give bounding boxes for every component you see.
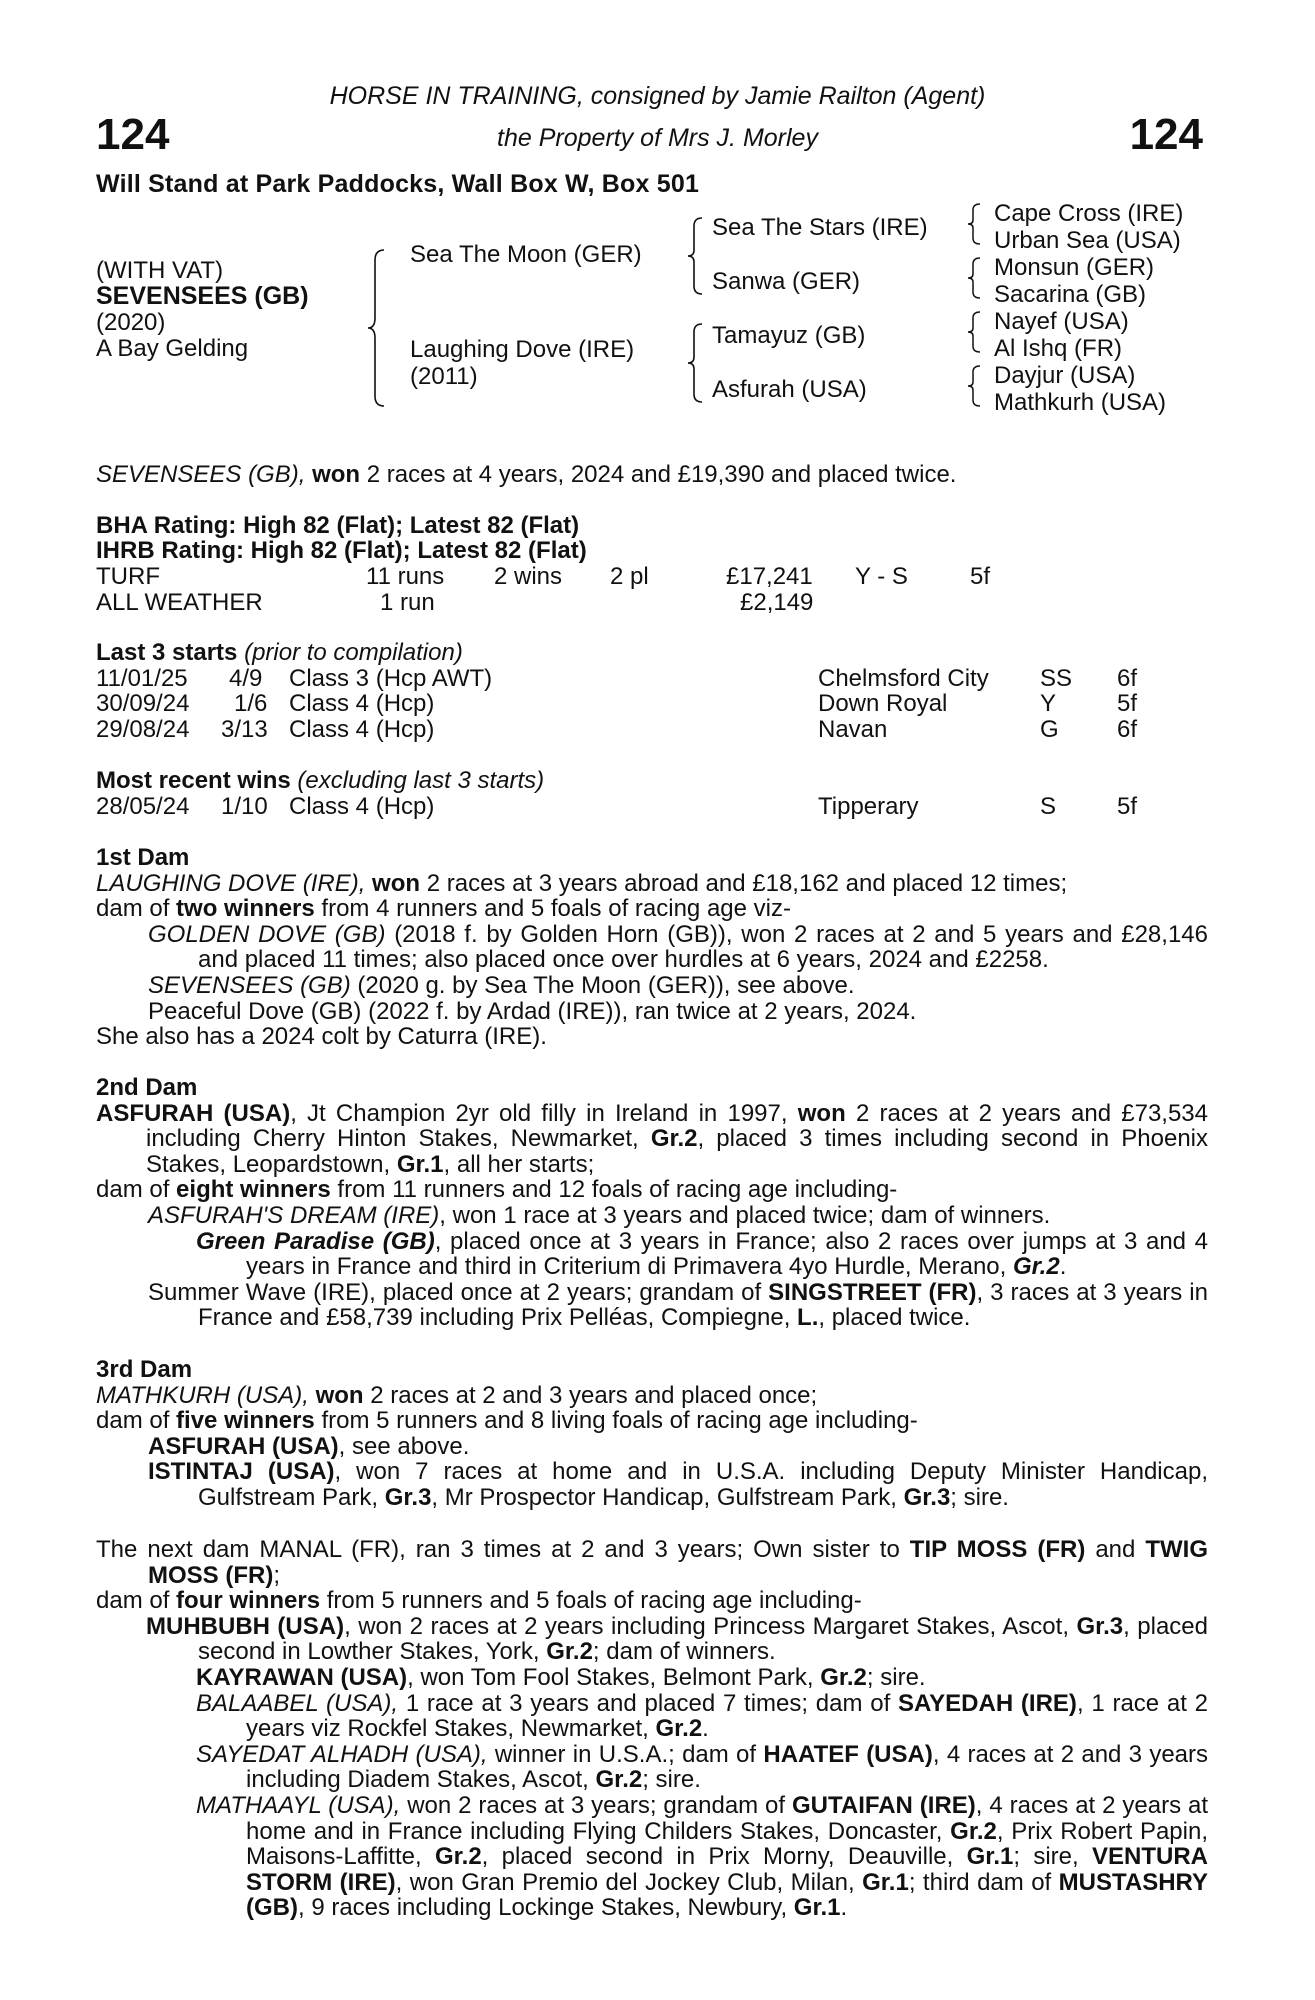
dam-year: (2011) bbox=[410, 363, 478, 390]
win-course: Tipperary bbox=[818, 793, 919, 820]
start-class: Class 4 (Hcp) bbox=[289, 690, 435, 717]
dam-sire: Tamayuz (GB) bbox=[712, 322, 866, 349]
start-position: 3/13 bbox=[221, 716, 268, 743]
second-dam-produce: dam of eight winners from 11 runners and 12 foals of racing age including- bbox=[96, 1176, 898, 1204]
stand-location: Will Stand at Park Paddocks, Wall Box W, Box 501 bbox=[96, 170, 700, 198]
start-date: 30/09/24 bbox=[96, 690, 190, 717]
first-dam-produce: dam of two winners from 4 runners and 5 foals of racing age viz- bbox=[96, 895, 791, 923]
consignor-line: HORSE IN TRAINING, consigned by Jamie Railton (Agent) bbox=[329, 82, 986, 110]
start-position: 4/9 bbox=[229, 665, 263, 692]
property-line: the Property of Mrs J. Morley bbox=[497, 124, 818, 152]
first-dam-title: 1st Dam bbox=[96, 844, 190, 871]
start-course: Down Royal bbox=[818, 690, 948, 717]
first-dam-record: LAUGHING DOVE (IRE), won 2 races at 3 years abroad and £18,162 and placed 12 times; bbox=[96, 869, 1068, 897]
sire-name: Sea The Moon (GER) bbox=[410, 241, 642, 268]
pedigree-brace-dd bbox=[966, 364, 984, 408]
dam-dam-dam: Mathkurh (USA) bbox=[994, 389, 1167, 416]
third-dam-section bbox=[96, 1357, 1208, 1511]
vat-note: (WITH VAT) bbox=[96, 257, 224, 284]
start-course: Chelmsford City bbox=[818, 665, 989, 692]
win-going: S bbox=[1040, 793, 1057, 820]
dam-dam-sire: Dayjur (USA) bbox=[994, 362, 1136, 389]
next-dam-produce: dam of four winners from 5 runners and 5 foals of racing age including- bbox=[96, 1587, 862, 1615]
pedigree-brace-sd bbox=[966, 256, 984, 300]
lot-number-right: 124 bbox=[1129, 110, 1203, 159]
start-distance: 5f bbox=[1117, 690, 1138, 717]
recent-wins-heading: Most recent wins (excluding last 3 starts) bbox=[96, 767, 545, 794]
start-position: 1/6 bbox=[234, 690, 268, 717]
record-runs: 11 runs bbox=[366, 563, 445, 590]
win-position: 1/10 bbox=[221, 793, 268, 820]
start-class: Class 3 (Hcp AWT) bbox=[289, 665, 493, 692]
produce-item: MUHBUBH (USA), won 2 races at 2 years including Princess Margaret Stakes, Ascot, Gr.3, placed second in Lowther Stakes, York, Gr.2; dam of winners. bbox=[146, 1612, 1208, 1666]
third-dam-title: 3rd Dam bbox=[96, 1356, 193, 1383]
pedigree-brace-ss bbox=[966, 202, 984, 246]
start-distance: 6f bbox=[1117, 665, 1138, 692]
sire-sire-sire: Cape Cross (IRE) bbox=[994, 200, 1184, 227]
start-date: 29/08/24 bbox=[96, 716, 190, 743]
sire-dam-dam: Sacarina (GB) bbox=[994, 281, 1147, 308]
win-distance: 5f bbox=[1117, 793, 1138, 820]
third-dam-record: MATHKURH (USA), won 2 races at 2 and 3 years and placed once; bbox=[96, 1381, 818, 1409]
produce-item: Peaceful Dove (GB) (2022 f. by Ardad (IRE)), ran twice at 2 years, 2024. bbox=[148, 997, 917, 1025]
pedigree-brace-main bbox=[366, 248, 388, 408]
produce-item: Summer Wave (IRE), placed once at 2 years; grandam of SINGSTREET (FR), 3 races at 3 years in France and £58,739 including Prix Pelléas, Compiegne, L., placed twice. bbox=[148, 1278, 1208, 1332]
next-dam-record: The next dam MANAL (FR), ran 3 times at 2 and 3 years; Own sister to TIP MOSS (FR) and TWIG MOSS (FR); bbox=[96, 1536, 1208, 1589]
dam-name: Laughing Dove (IRE) bbox=[410, 336, 635, 363]
bha-rating: BHA Rating: High 82 (Flat); Latest 82 (Flat) bbox=[96, 512, 580, 539]
win-class: Class 4 (Hcp) bbox=[289, 793, 435, 820]
record-going: Y - S bbox=[855, 563, 908, 590]
second-dam-record: ASFURAH (USA), Jt Champion 2yr old filly in Ireland in 1997, won 2 races at 2 years and £73,534 including Cherry Hinton Stakes, Newmarket, Gr.2, placed 3 times including second in Phoenix Stakes, Leopardstown, Gr.1, all her starts; bbox=[96, 1099, 1209, 1178]
horse-name: SEVENSEES (GB) bbox=[96, 282, 309, 310]
start-going: SS bbox=[1040, 665, 1073, 692]
ihrb-rating: IHRB Rating: High 82 (Flat); Latest 82 (Flat) bbox=[96, 537, 587, 564]
start-course: Navan bbox=[818, 716, 888, 743]
record-runs: 1 run bbox=[380, 589, 435, 616]
sire-sire: Sea The Stars (IRE) bbox=[712, 214, 928, 241]
record-surface: ALL WEATHER bbox=[96, 589, 263, 616]
dam-sire-sire: Nayef (USA) bbox=[994, 308, 1129, 335]
horse-description: A Bay Gelding bbox=[96, 335, 249, 362]
pedigree-brace-ds bbox=[966, 310, 984, 354]
produce-item: ASFURAH'S DREAM (IRE), won 1 race at 3 years and placed twice; dam of winners. bbox=[148, 1201, 1051, 1229]
sire-dam-sire: Monsun (GER) bbox=[994, 254, 1155, 281]
start-going: Y bbox=[1040, 690, 1057, 717]
win-date: 28/05/24 bbox=[96, 793, 190, 820]
produce-item: MATHAAYL (USA), won 2 races at 3 years; grandam of GUTAIFAN (IRE), 4 races at 2 years at home and in France including Flying Childers Stakes, Doncaster, Gr.2, Prix Robert Papin, Maisons-Laffitte, Gr.2, placed second in Prix Morny, Deauville, Gr.1; sire, VENTURA STORM (IRE), won Gran Premio del Jockey Club, Milan, Gr.1; third dam of MUSTASHRY (GB), 9 races including Lockinge Stakes, Newbury, Gr.1. bbox=[196, 1791, 1209, 1922]
produce-item: Green Paradise (GB), placed once at 3 years in France; also 2 races over jumps at 3 and 4 years in France and third in Criterium di Primavera 4yo Hurdle, Merano, Gr.2. bbox=[196, 1227, 1208, 1281]
pedigree-brace-dam bbox=[686, 322, 706, 404]
record-distance: 5f bbox=[970, 563, 991, 590]
dam-dam: Asfurah (USA) bbox=[712, 376, 867, 403]
produce-item: GOLDEN DOVE (GB) (2018 f. by Golden Horn (GB)), won 2 races at 2 and 5 years and £28,146 and placed 11 times; also placed once over hurdles at 6 years, 2024 and £2258. bbox=[148, 920, 1208, 974]
second-dam-section bbox=[96, 1075, 1208, 1331]
produce-item: SAYEDAT ALHADH (USA), winner in U.S.A.; dam of HAATEF (USA), 4 races at 2 and 3 years including Diadem Stakes, Ascot, Gr.2; sire. bbox=[196, 1740, 1209, 1794]
produce-item: ISTINTAJ (USA), won 7 races at home and in U.S.A. including Deputy Minister Handicap, Gulfstream Park, Gr.3, Mr Prospector Handicap, Gulfstream Park, Gr.3; sire. bbox=[148, 1458, 1208, 1511]
next-dam-section bbox=[96, 1537, 1208, 1921]
third-dam-produce: dam of five winners from 5 runners and 8 living foals of racing age including- bbox=[96, 1407, 918, 1435]
second-dam-title: 2nd Dam bbox=[96, 1074, 198, 1101]
start-class: Class 4 (Hcp) bbox=[289, 716, 435, 743]
record-prize: £17,241 bbox=[726, 563, 813, 590]
first-dam-note: She also has a 2024 colt by Caturra (IRE). bbox=[96, 1023, 547, 1051]
record-prize: £2,149 bbox=[740, 589, 814, 616]
first-dam-section bbox=[96, 845, 1208, 1050]
dam-sire-dam: Al Ishq (FR) bbox=[994, 335, 1123, 362]
record-surface: TURF bbox=[96, 563, 160, 590]
pedigree-brace-sire bbox=[686, 216, 706, 296]
sire-sire-dam: Urban Sea (USA) bbox=[994, 227, 1181, 254]
record-wins: 2 wins bbox=[494, 563, 563, 590]
horse-year: (2020) bbox=[96, 309, 166, 336]
produce-item: ASFURAH (USA), see above. bbox=[148, 1432, 470, 1460]
start-going: G bbox=[1040, 716, 1059, 743]
produce-item: SEVENSEES (GB) (2020 g. by Sea The Moon (GER)), see above. bbox=[148, 971, 855, 999]
produce-item: BALAABEL (USA), 1 race at 3 years and placed 7 times; dam of SAYEDAH (IRE), 1 race at 2 years viz Rockfel Stakes, Newmarket, Gr.2. bbox=[196, 1689, 1209, 1743]
produce-item: KAYRAWAN (USA), won Tom Fool Stakes, Belmont Park, Gr.2; sire. bbox=[196, 1663, 926, 1691]
record-placed: 2 pl bbox=[610, 563, 649, 590]
start-distance: 6f bbox=[1117, 716, 1138, 743]
start-date: 11/01/25 bbox=[96, 665, 188, 692]
race-summary: SEVENSEES (GB), won 2 races at 4 years, 2024 and £19,390 and placed twice. bbox=[96, 461, 957, 488]
lot-number-left: 124 bbox=[96, 110, 170, 159]
last3-heading: Last 3 starts (prior to compilation) bbox=[96, 639, 463, 666]
sire-dam: Sanwa (GER) bbox=[712, 268, 861, 295]
